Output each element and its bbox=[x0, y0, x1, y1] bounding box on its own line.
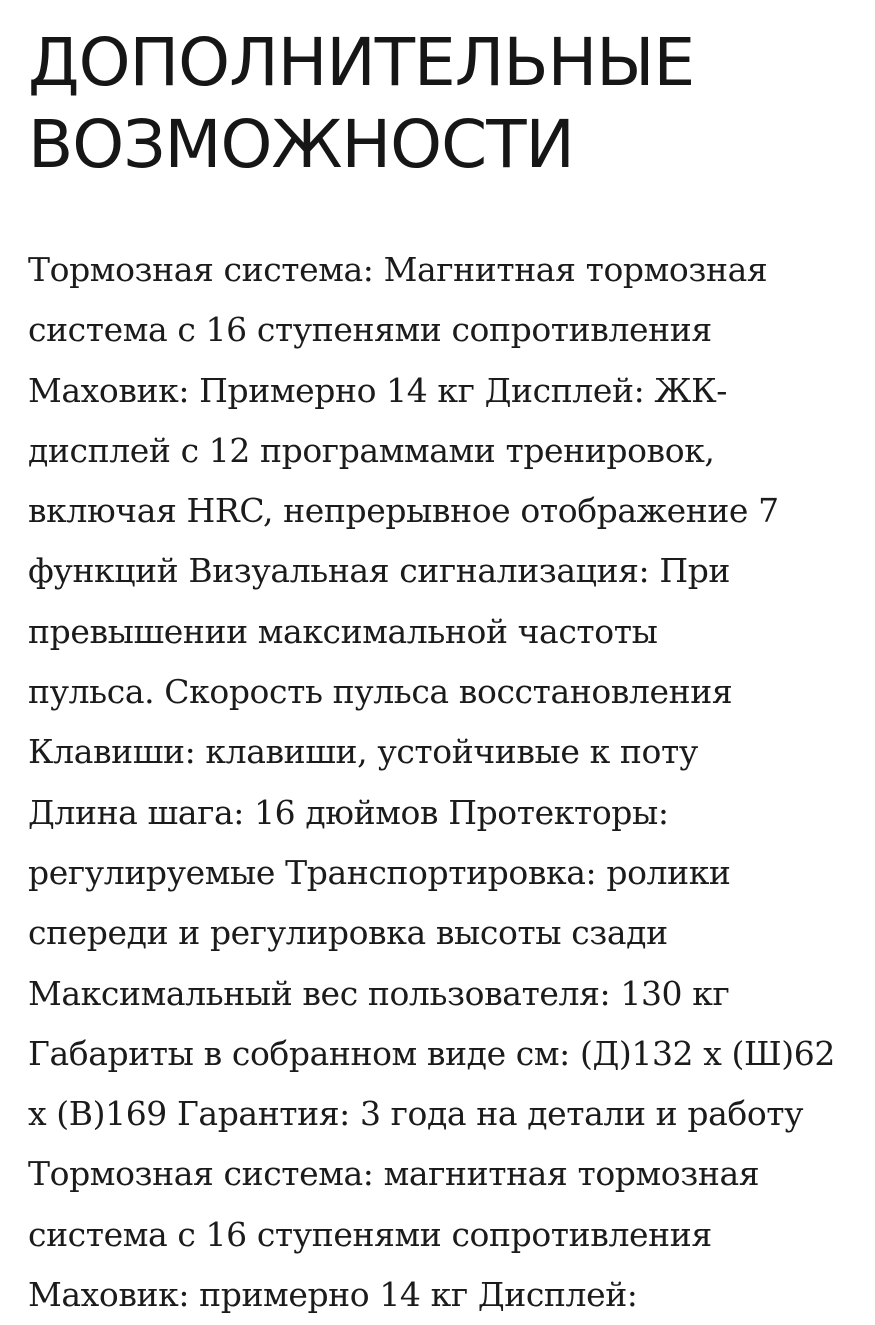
text-line: пульса. Скорость пульса восстановления bbox=[28, 672, 733, 712]
text-line: Длина шага: 16 дюймов Протекторы: bbox=[28, 792, 669, 832]
text-line: система с 16 ступенями сопротивления bbox=[28, 310, 712, 350]
text-line: Клавиши: клавиши, устойчивые к поту bbox=[28, 732, 698, 772]
text-line: превышении максимальной частоты bbox=[28, 611, 658, 651]
page-title-line-2: ВОЗМОЖНОСТИ bbox=[28, 106, 574, 183]
text-line: х (В)169 Гарантия: 3 года на детали и работу bbox=[28, 1094, 804, 1134]
text-line: включая HRC, непрерывное отображение 7 bbox=[28, 491, 779, 531]
text-line: Маховик: примерно 14 кг Дисплей: bbox=[28, 1275, 638, 1315]
text-line: регулируемые Транспортировка: ролики bbox=[28, 852, 731, 892]
text-line: Габариты в собранном виде см: (Д)132 х (Ш)62 bbox=[28, 1033, 835, 1073]
text-line: Тормозная система: магнитная тормозная bbox=[28, 1154, 760, 1194]
page-title-line-1: ДОПОЛНИТЕЛЬНЫЕ bbox=[28, 24, 695, 101]
text-line: система с 16 ступенями сопротивления bbox=[28, 1214, 712, 1254]
text-line: Маховик: Примерно 14 кг Дисплей: ЖК- bbox=[28, 370, 727, 410]
text-line: дисплей с 12 программами тренировок, bbox=[28, 430, 715, 470]
text-line: спереди и регулировка высоты сзади bbox=[28, 913, 668, 953]
page-title bbox=[28, 22, 848, 186]
feature-description bbox=[28, 240, 858, 1325]
text-line: функций Визуальная сигнализация: При bbox=[28, 551, 731, 591]
text-line: Тормозная система: Магнитная тормозная bbox=[28, 250, 768, 289]
text-line: Максимальный вес пользователя: 130 кг bbox=[28, 973, 730, 1013]
